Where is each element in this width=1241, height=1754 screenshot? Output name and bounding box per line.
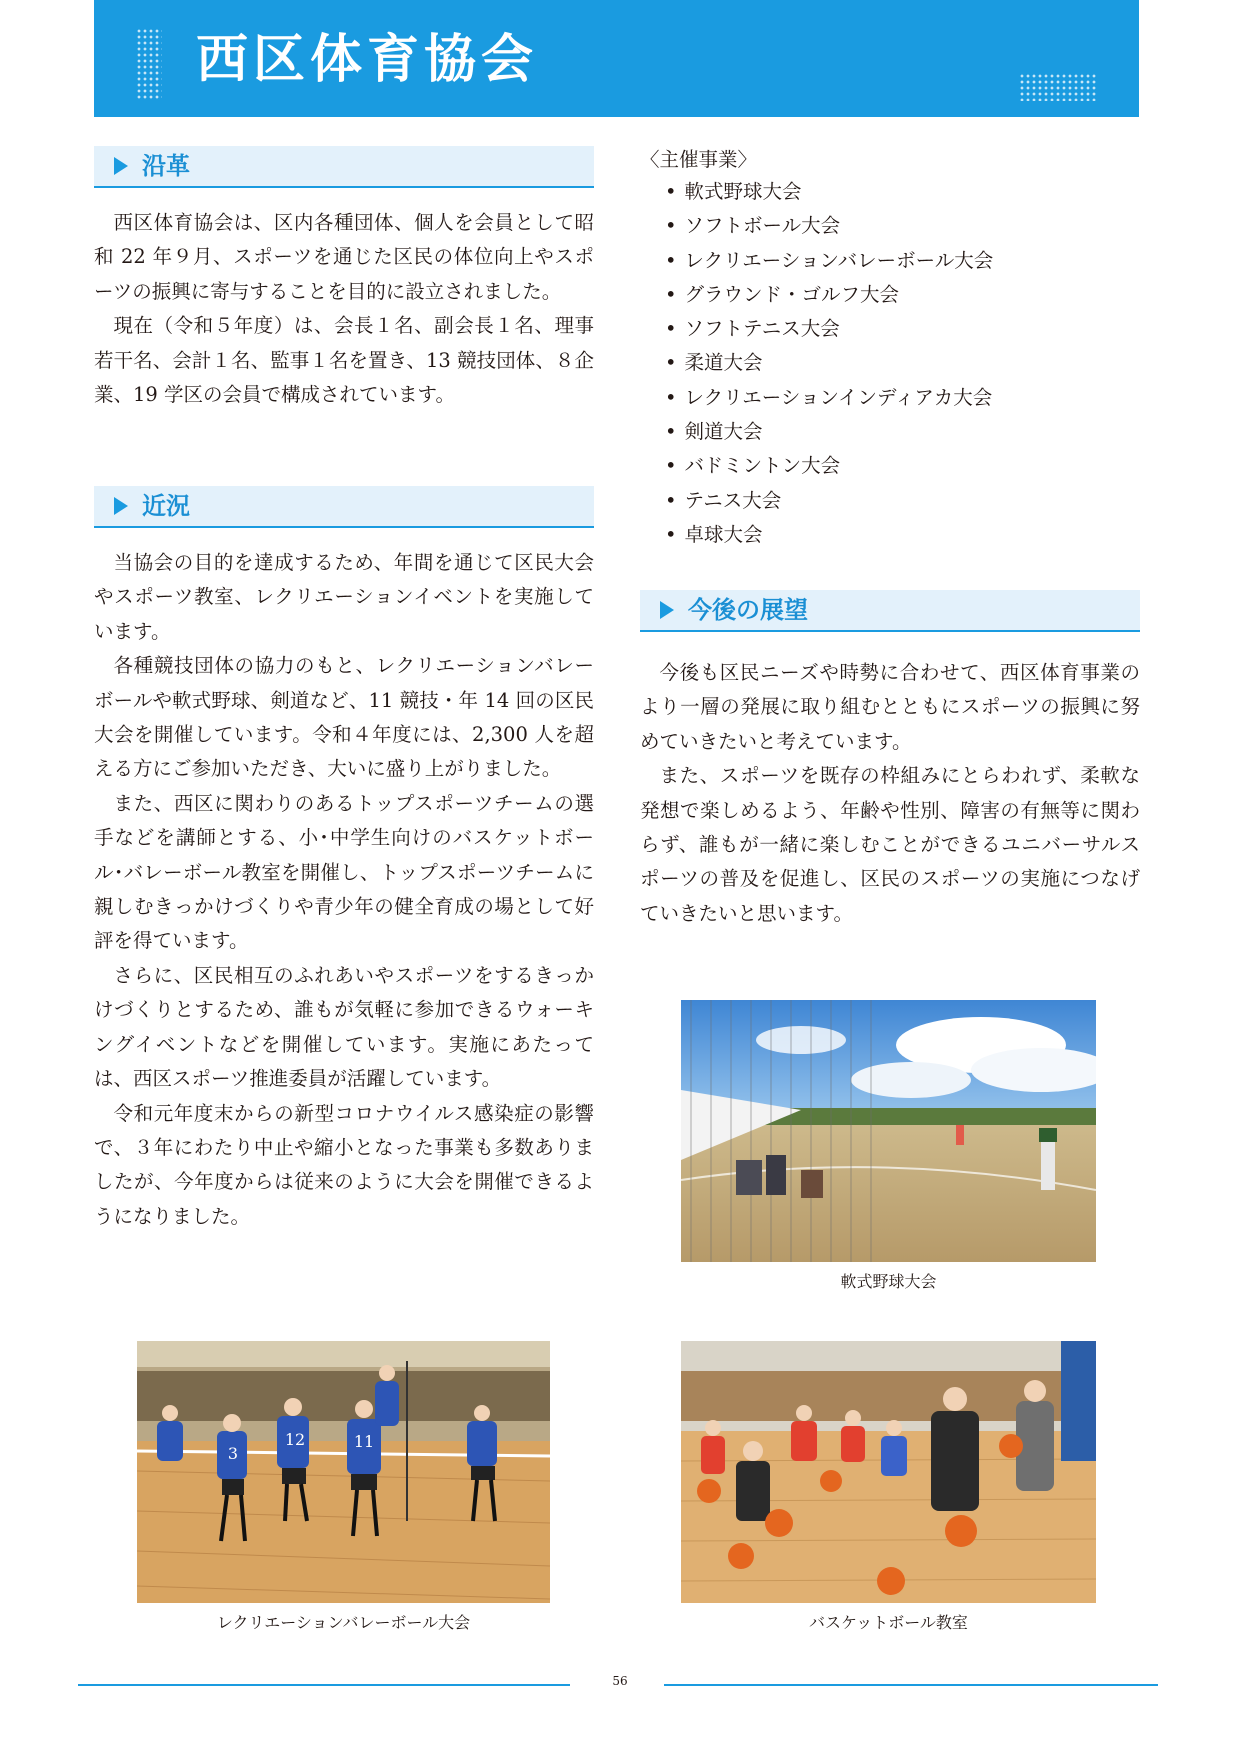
history-body — [94, 206, 594, 412]
list-item: • テニス大会 — [665, 484, 993, 518]
section-heading-outlook — [640, 590, 1140, 632]
basketball-photo — [681, 1341, 1096, 1603]
page-title: 西区体育協会 — [196, 30, 539, 90]
list-item: • レクリエーションインディアカ大会 — [665, 381, 993, 415]
paragraph: 令和元年度末からの新型コロナウイルス感染症の影響で、３年にわたり中止や縮小となった事業も多数ありましたが、今年度からは従来のように大会を開催できるようになりました。 — [94, 1101, 594, 1228]
dot-pattern-right — [1019, 73, 1097, 101]
jersey-number: 12 — [284, 1430, 306, 1449]
dot-pattern-left — [136, 28, 162, 100]
paragraph: 今後も区民ニーズや時勢に合わせて、西区体育事業のより一層の発展に取り組むとともにスポーツの振興に努めていきたいと考えています。 — [640, 661, 1140, 753]
jersey-number: 3 — [227, 1444, 239, 1463]
list-item: • ソフトテニス大会 — [665, 312, 993, 346]
section-title: 今後の展望 — [688, 596, 808, 624]
page-header — [94, 0, 1139, 117]
triangle-icon — [114, 157, 128, 175]
basketball-caption: バスケットボール教室 — [809, 1613, 968, 1632]
paragraph: 現在（令和５年度）は、会長１名、副会長１名、理事若干名、会計１名、監事１名を置き、13 競技団体、８企業、19 学区の会員で構成されています。 — [94, 314, 594, 407]
list-item: • バドミントン大会 — [665, 449, 993, 483]
list-item: • ソフトボール大会 — [665, 209, 993, 243]
list-item: • 柔道大会 — [665, 346, 993, 380]
list-item: • 卓球大会 — [665, 518, 993, 552]
triangle-icon — [114, 497, 128, 515]
jersey-number: 11 — [353, 1432, 375, 1451]
paragraph: また、スポーツを既存の枠組みにとらわれず、柔軟な発想で楽しめるよう、年齢や性別、障害の有無等に関わらず、誰もが一緒に楽しむことができるユニバーサルスポーツの普及を促進し、区民のスポーツの実施につなげていきたいと思います。 — [640, 764, 1140, 925]
baseball-photo — [681, 1000, 1096, 1262]
list-item: • レクリエーションバレーボール大会 — [665, 244, 993, 278]
events-list — [665, 175, 993, 552]
list-item: • 剣道大会 — [665, 415, 993, 449]
paragraph: 当協会の目的を達成するため、年間を通じて区民大会やスポーツ教室、レクリエーションイベントを実施しています。 — [94, 551, 594, 643]
section-heading-recent — [94, 486, 594, 528]
footer-rule-left — [78, 1684, 570, 1686]
page-number: 56 — [612, 1674, 628, 1688]
events-heading: 〈主催事業〉 — [640, 148, 758, 171]
outlook-body — [640, 656, 1140, 931]
volleyball-photo — [137, 1341, 550, 1603]
paragraph: 各種競技団体の協力のもと、レクリエーションバレーボールや軟式野球、剣道など、11 競技・年 14 回の区民大会を開催しています。令和４年度には、2,300 人を超える方にご参加いただき、大いに盛り上がりました。 — [94, 654, 594, 781]
volleyball-caption: レクリエーションバレーボール大会 — [216, 1613, 471, 1632]
baseball-caption: 軟式野球大会 — [840, 1272, 937, 1291]
list-item: • グラウンド・ゴルフ大会 — [665, 278, 993, 312]
recent-body — [94, 546, 594, 1234]
paragraph: 西区体育協会は、区内各種団体、個人を会員として昭和 22 年９月、スポーツを通じた区民の体位向上やスポーツの振興に寄与することを目的に設立されました。 — [94, 211, 594, 303]
section-heading-history — [94, 146, 594, 188]
paragraph: さらに、区民相互のふれあいやスポーツをするきっかけづくりとするため、誰もが気軽に参加できるウォーキングイベントなどを開催しています。実施にあたっては、西区スポーツ推進委員が活躍しています。 — [94, 963, 594, 1091]
section-title: 沿革 — [142, 152, 190, 180]
triangle-icon — [660, 601, 674, 619]
list-item: • 軟式野球大会 — [665, 175, 993, 209]
section-title: 近況 — [142, 492, 190, 520]
paragraph: また、西区に関わりのあるトップスポーツチームの選手などを講師とする、小･中学生向けのバスケットボール･バレーボール教室を開催し、トップスポーツチームに親しむきっかけづくりや青少年の健全育成の場として好評を得ています。 — [94, 791, 594, 953]
footer-rule-right — [664, 1684, 1158, 1686]
